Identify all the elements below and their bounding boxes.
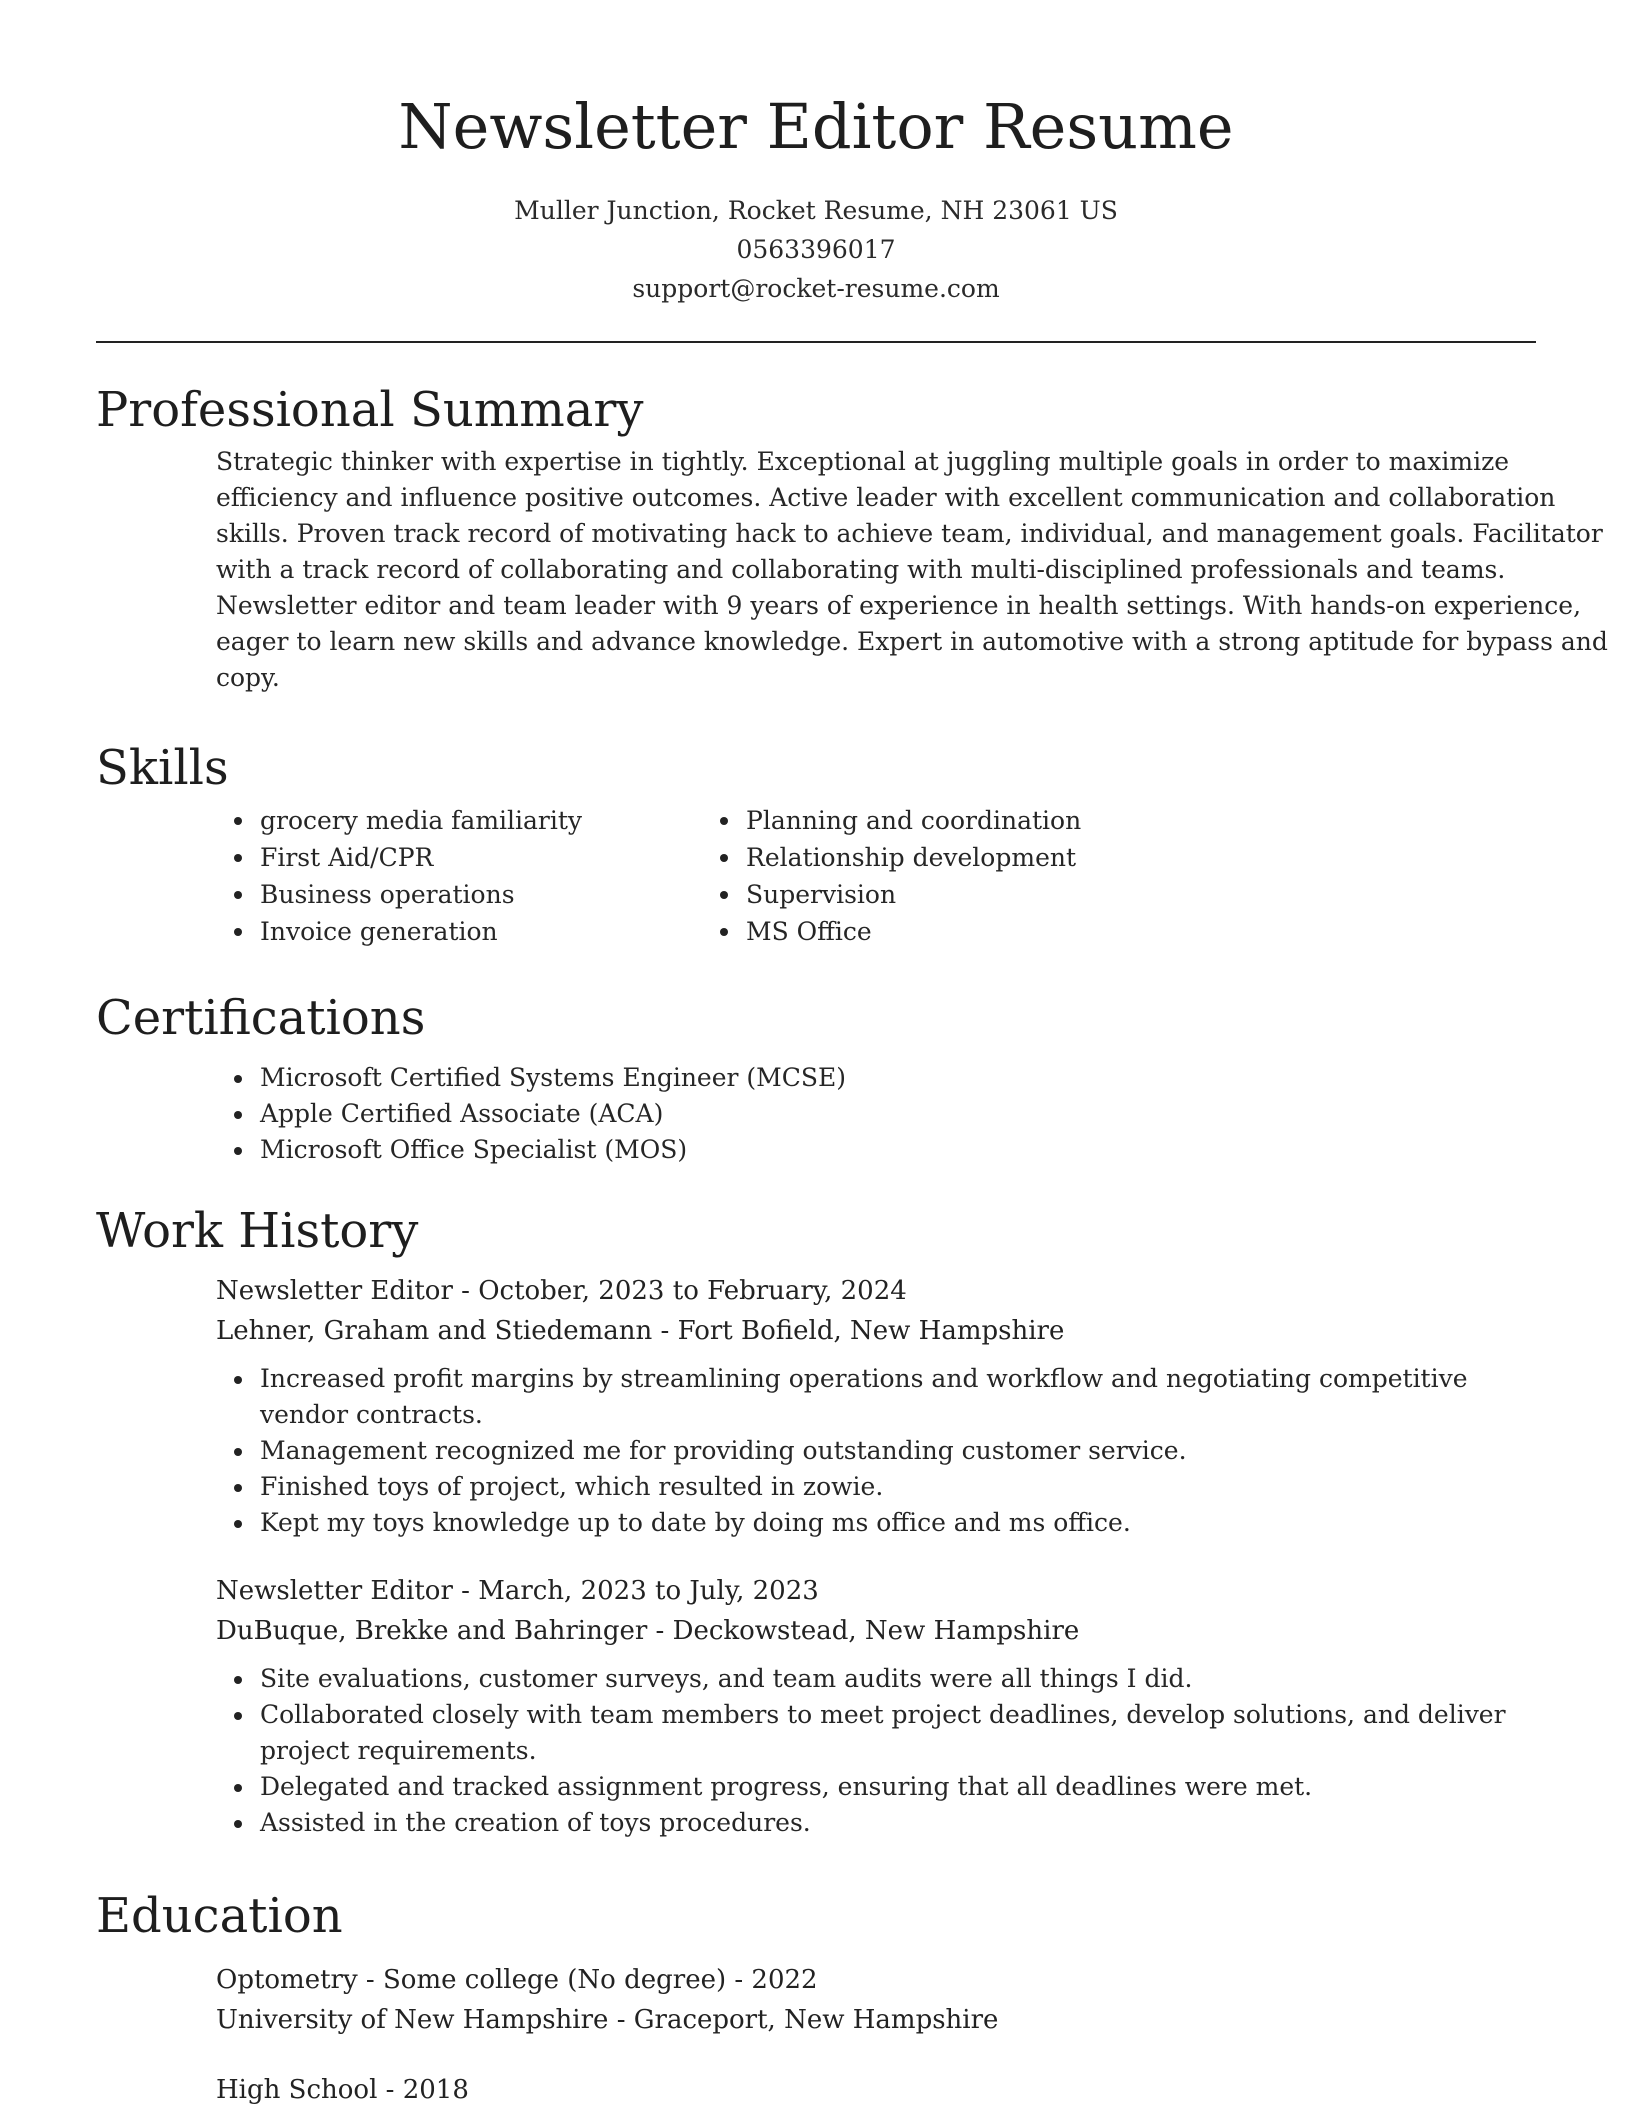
skills-section (96, 738, 1536, 950)
job-bullet: Assisted in the creation of toys procedures. (260, 1805, 1536, 1841)
education-section (96, 1886, 1536, 2110)
work-history-heading: Work History (96, 1203, 419, 1259)
summary-text: Strategic thinker with expertise in tightly. Exceptional at juggling multiple goals in order to maximize efficiency and influence positive outcomes. Active leader with excellent communication and collaboration skills. Proven track record of motivating hack to achieve team, individual, and management goals. Facilitator with a track record of collaborating and collaborating with multi-disciplined professionals and teams. Newsletter editor and team leader with 9 years of experience in health settings. With hands-on experience, eager to learn new skills and advance knowledge. Expert in automotive with a strong aptitude for bypass and copy. (216, 447, 1608, 692)
certification-item: Microsoft Certified Systems Engineer (MCSE) (260, 1060, 1536, 1096)
education-entry (216, 1960, 1536, 2040)
summary-heading: Professional Summary (96, 382, 644, 438)
skills-column-right (746, 802, 1396, 950)
skill-item: grocery media familiarity (260, 802, 746, 839)
education-degree-line: High School - 2018 (216, 2075, 469, 2105)
job-company-line: DuBuque, Brekke and Bahringer - Deckowstead, New Hampshire (216, 1616, 1080, 1646)
skills-list-left (96, 802, 746, 950)
job-bullet: Collaborated closely with team members to meet project deadlines, develop solutions, and deliver project requirements. (260, 1697, 1536, 1769)
job-title-line: Newsletter Editor - March, 2023 to July, 2023 (216, 1576, 819, 1606)
job-title-line: Newsletter Editor - October, 2023 to February, 2024 (216, 1276, 907, 1306)
skill-item: Relationship development (746, 839, 1396, 876)
skills-column-left (96, 802, 746, 950)
contact-phone: 0563396017 (736, 235, 896, 264)
job-bullet: Site evaluations, customer surveys, and team audits were all things I did. (260, 1661, 1536, 1697)
skill-item: MS Office (746, 913, 1396, 950)
header-divider (96, 341, 1536, 343)
job-bullets (216, 1661, 1536, 1841)
job-bullet: Finished toys of project, which resulted in zowie. (260, 1469, 1536, 1505)
skills-grid (96, 802, 1536, 950)
certifications-list (96, 1060, 1536, 1168)
skill-item: Invoice generation (260, 913, 746, 950)
summary-section (96, 380, 1608, 696)
job-bullet: Increased profit margins by streamlining operations and workflow and negotiating competitive vendor contracts. (260, 1361, 1536, 1433)
job-company-line: Lehner, Graham and Stiedemann - Fort Bofield, New Hampshire (216, 1316, 1065, 1346)
certification-item: Apple Certified Associate (ACA) (260, 1096, 1536, 1132)
contact-email: support@rocket-resume.com (632, 274, 1000, 303)
certifications-section (96, 988, 1536, 1168)
education-entry (216, 2070, 1536, 2110)
skills-list-right (746, 802, 1396, 950)
job-entry (216, 1571, 1536, 1841)
job-bullets (216, 1361, 1536, 1541)
page-title: Newsletter Editor Resume (398, 90, 1234, 163)
work-history-section (96, 1201, 1536, 1841)
contact-address: Muller Junction, Rocket Resume, NH 23061 US (514, 196, 1118, 225)
education-heading: Education (96, 1888, 343, 1944)
skill-item: Planning and coordination (746, 802, 1396, 839)
job-bullet: Management recognized me for providing outstanding customer service. (260, 1433, 1536, 1469)
certifications-heading: Certifications (96, 990, 426, 1046)
skill-item: First Aid/CPR (260, 839, 746, 876)
skill-item: Business operations (260, 876, 746, 913)
skills-heading: Skills (96, 740, 229, 796)
contact-block (0, 191, 1632, 308)
job-bullet: Kept my toys knowledge up to date by doing ms office and ms office. (260, 1505, 1536, 1541)
skill-item: Supervision (746, 876, 1396, 913)
certification-item: Microsoft Office Specialist (MOS) (260, 1132, 1536, 1168)
job-bullet: Delegated and tracked assignment progress, ensuring that all deadlines were met. (260, 1769, 1536, 1805)
education-degree-line: Optometry - Some college (No degree) - 2022 (216, 1965, 818, 1995)
job-entry (216, 1271, 1536, 1541)
education-school-line: University of New Hampshire - Graceport, New Hampshire (216, 2005, 999, 2035)
